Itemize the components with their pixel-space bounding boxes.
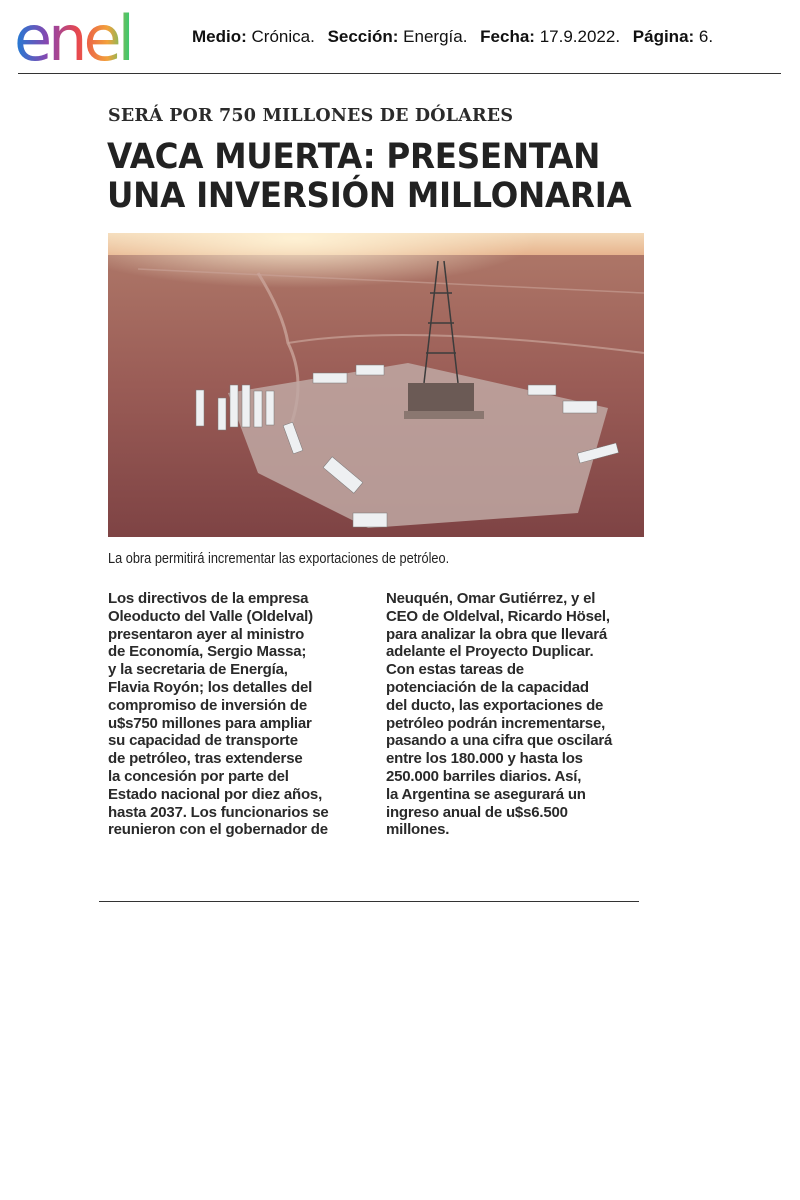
seccion-label: Sección: xyxy=(327,27,399,46)
header-divider xyxy=(18,73,781,74)
article-column-1 xyxy=(108,590,370,839)
text-line: Flavia Royón; los detalles del xyxy=(108,678,313,696)
text-line: de Economía, Sergio Massa; xyxy=(108,643,307,661)
text-line: Con estas tareas de xyxy=(386,661,524,679)
text-line: millones. xyxy=(386,821,450,839)
text-line: pasando a una cifra que oscilará xyxy=(386,732,613,750)
text-line: Los directivos de la empresa xyxy=(108,590,309,607)
medio-value: Crónica. xyxy=(251,27,315,46)
text-line: CEO de Oldelval, Ricardo Hösel, xyxy=(386,607,610,625)
article-column-2 xyxy=(386,590,654,839)
text-line: reunieron con el gobernador de xyxy=(108,821,328,839)
text-line: Oleoducto del Valle (Oldelval) xyxy=(108,607,313,625)
clipping-meta xyxy=(192,26,713,48)
text-line: entre los 180.000 y hasta los xyxy=(386,750,583,768)
clipping-header xyxy=(0,0,800,76)
text-line: la Argentina se asegurará un xyxy=(386,785,586,803)
text-line: para analizar la obra que llevará xyxy=(386,625,608,643)
article-headline xyxy=(107,137,632,216)
seccion-value: Energía. xyxy=(403,27,468,46)
text-line: Neuquén, Omar Gutiérrez, y el xyxy=(386,590,596,607)
text-line: ingreso anual de u$s6.500 xyxy=(386,803,568,821)
text-line: u$s750 millones para ampliar xyxy=(108,714,312,732)
text-line: la concesión por parte del xyxy=(108,767,289,785)
article-kicker: SERÁ POR 750 MILLONES DE DÓLARES xyxy=(108,106,514,126)
text-line: compromiso de inversión de xyxy=(108,696,308,714)
svg-text:enel: enel xyxy=(14,8,131,68)
pagina-value: 6. xyxy=(698,27,714,46)
enel-logo xyxy=(14,8,172,68)
text-line: petróleo podrán incrementarse, xyxy=(386,714,606,732)
fecha-value: 17.9.2022. xyxy=(539,27,621,46)
photo-caption: La obra permitirá incrementar las exportaciones de petróleo. xyxy=(108,551,450,567)
text-line: potenciación de la capacidad xyxy=(386,678,589,696)
fecha-label: Fecha: xyxy=(480,27,535,46)
text-line: del ducto, las exportaciones de xyxy=(386,696,604,714)
text-line: hasta 2037. Los funcionarios se xyxy=(108,803,329,821)
text-line: Estado nacional por diez años, xyxy=(108,785,323,803)
text-line: su capacidad de transporte xyxy=(108,732,298,750)
oil-rig-photo xyxy=(108,233,644,537)
text-line: adelante el Proyecto Duplicar. xyxy=(386,643,594,661)
headline-line-1: VACA MUERTA: PRESENTAN xyxy=(107,137,601,177)
text-line: 250.000 barriles diarios. Así, xyxy=(386,767,582,785)
text-line: de petróleo, tras extenderse xyxy=(108,750,303,768)
medio-label: Medio: xyxy=(192,27,247,46)
footer-divider xyxy=(99,901,639,902)
text-line: presentaron ayer al ministro xyxy=(108,625,305,643)
headline-line-2: UNA INVERSIÓN MILLONARIA xyxy=(107,176,632,216)
pagina-label: Página: xyxy=(632,27,695,46)
text-line: y la secretaria de Energía, xyxy=(108,661,288,679)
